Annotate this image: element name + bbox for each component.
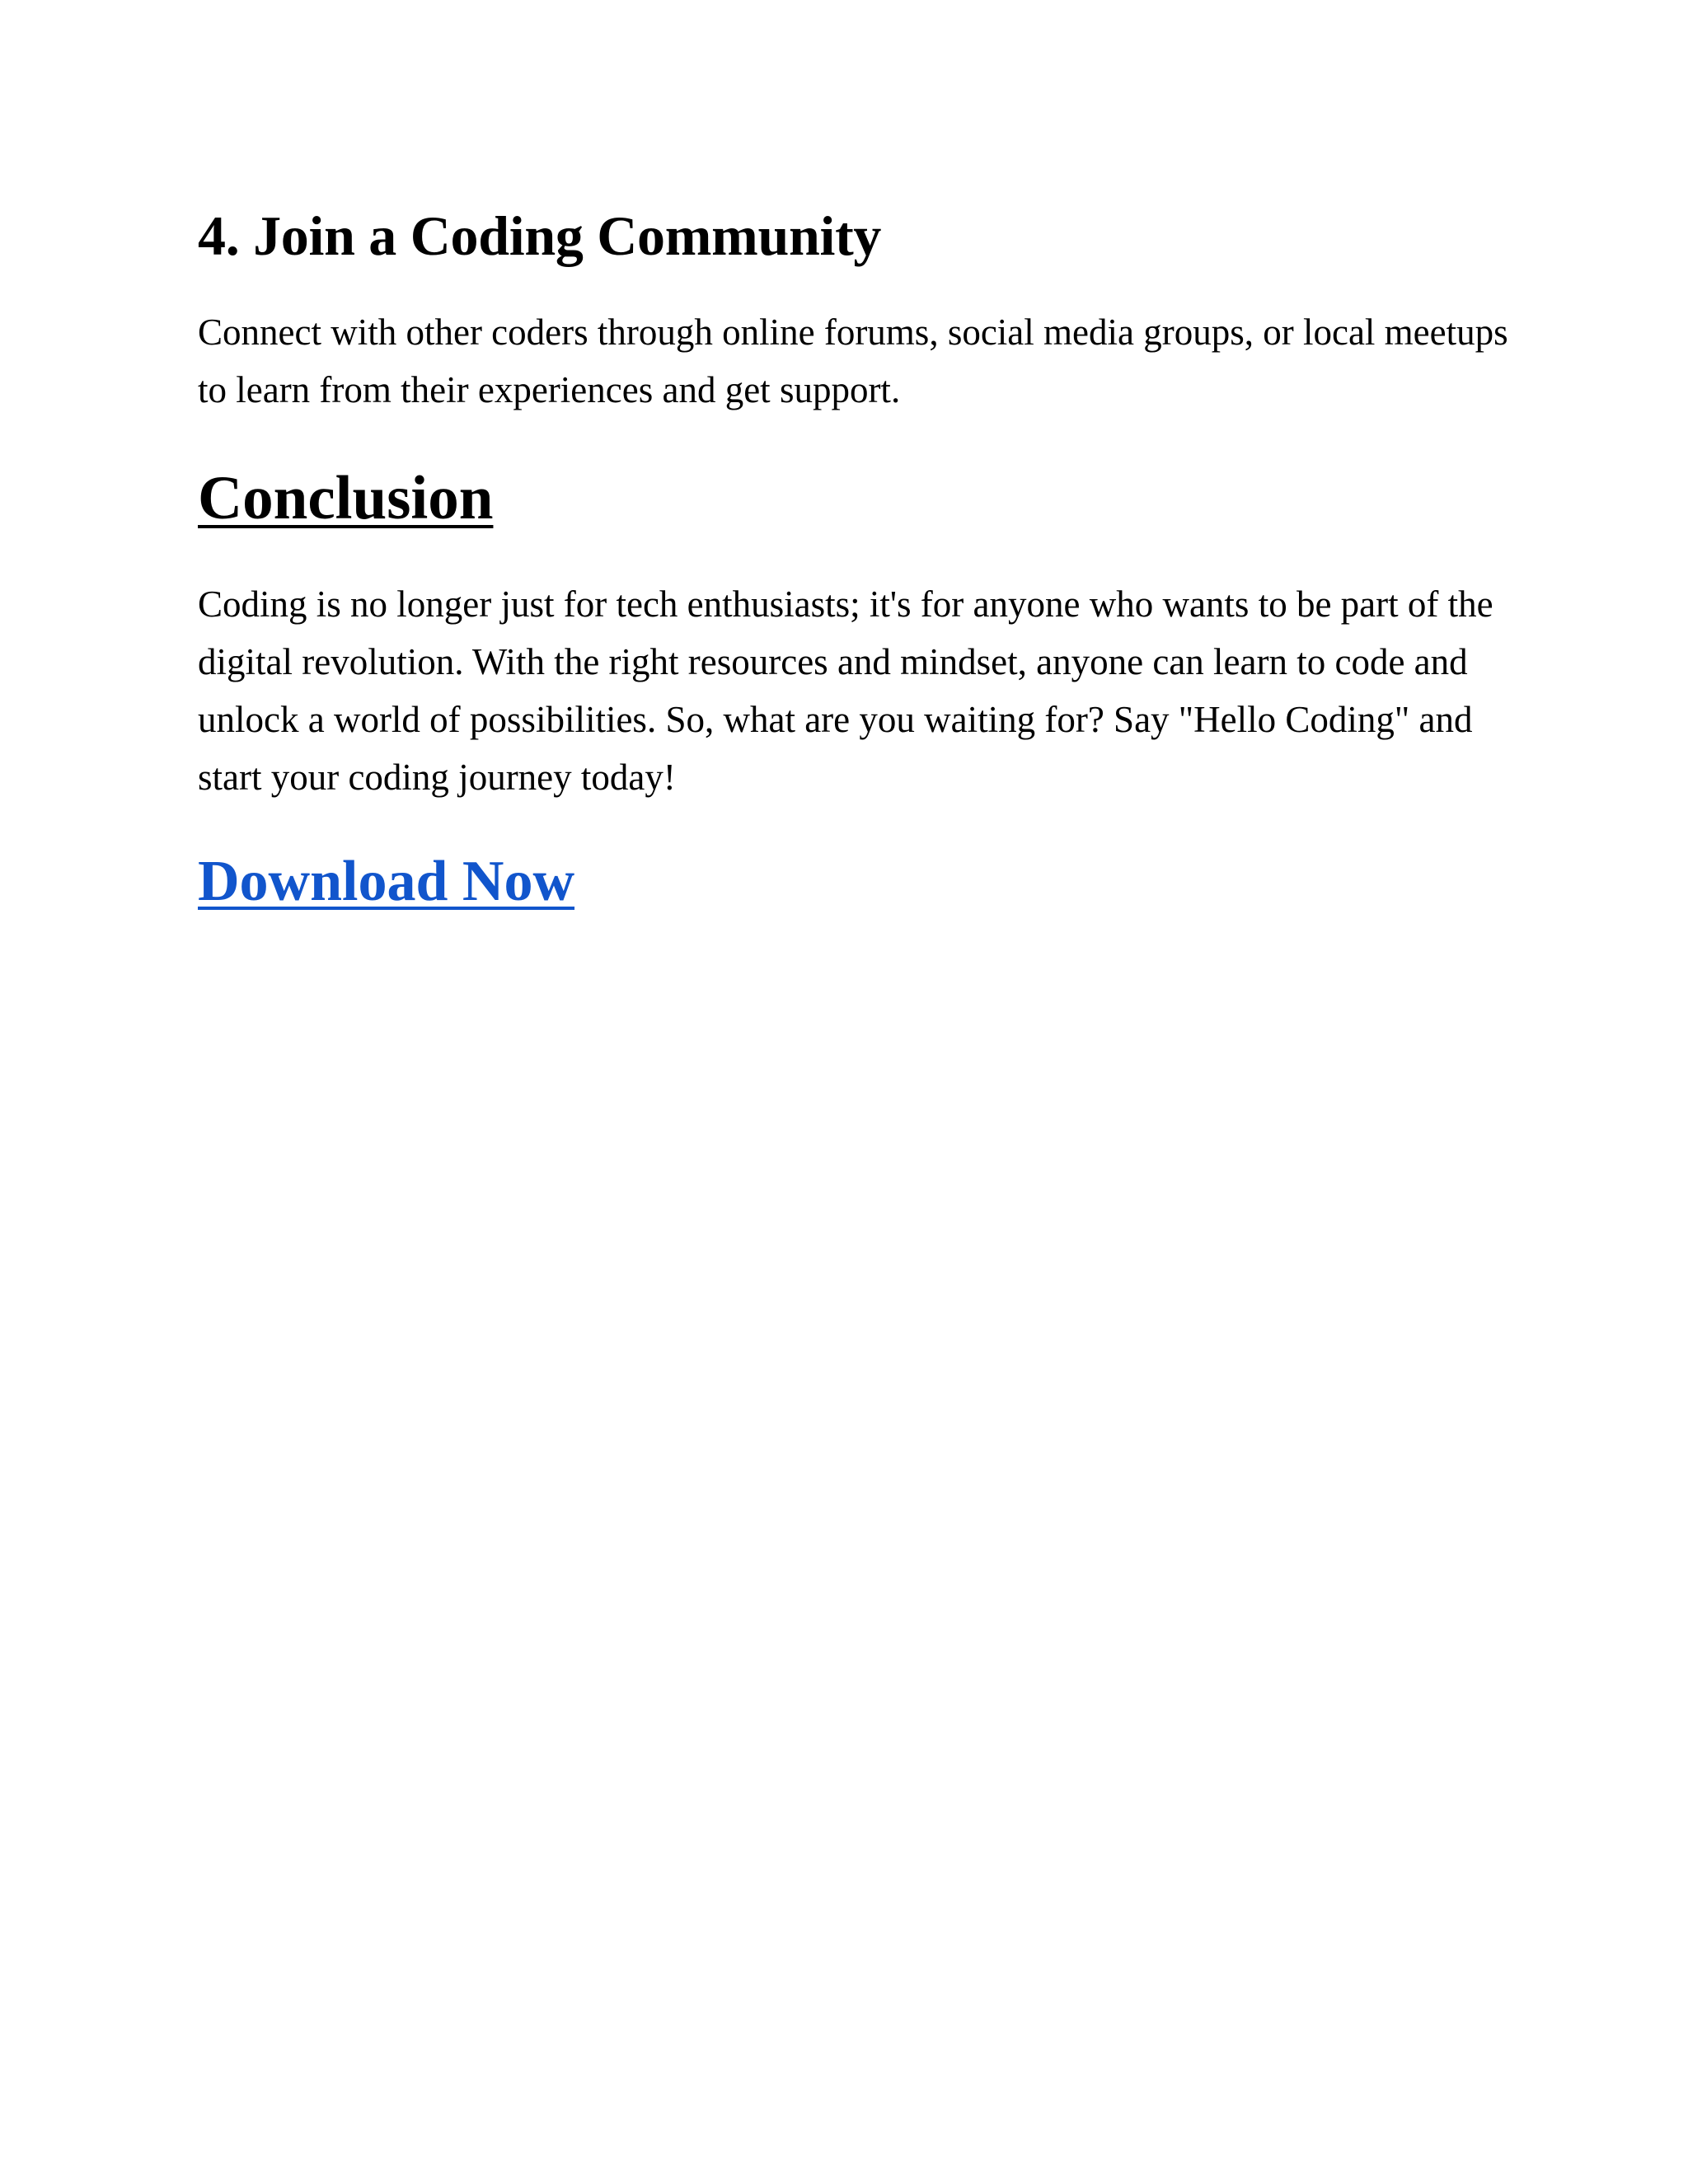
section-heading: 4. Join a Coding Community bbox=[198, 204, 882, 267]
download-now-link[interactable]: Download Now bbox=[198, 850, 575, 913]
conclusion-paragraph: Coding is no longer just for tech enthusiasts; it's for anyone who wants to be part of the digital revolution. With the right resources and mindset, anyone can learn to code and unlock a world of possibilities. So, what are you waiting for? Say "Hello Coding" and start your coding journey today! bbox=[198, 583, 1493, 798]
conclusion-heading: Conclusion bbox=[198, 464, 494, 532]
section-paragraph: Connect with other coders through online forums, social media groups, or local meetups to learn from their experiences and get support. bbox=[198, 312, 1508, 410]
